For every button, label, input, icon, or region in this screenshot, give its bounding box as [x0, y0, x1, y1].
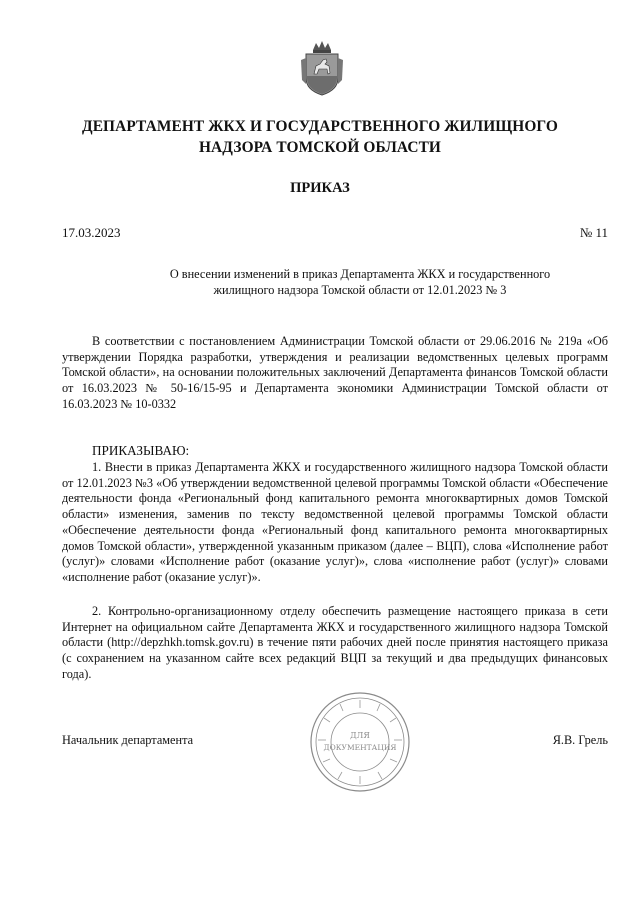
department-name	[40, 116, 600, 158]
document-subject	[110, 266, 610, 298]
subject-line-1: О внесении изменений в приказ Департамента ЖКХ и государственного	[169, 267, 551, 281]
coat-of-arms-icon	[299, 40, 345, 96]
signatory-name: Я.В. Грель	[552, 733, 608, 747]
order-item-2: 2. Контрольно-организационному отделу обеспечить размещение настоящего приказа в сети Интернет на официальном сайте Департамента ЖКХ и государственного жилищного надзора Томской области (http://depzhkh.tomsk.gov.ru) в течение пяти рабочих дней после принятия настоящего приказа (с сохранением на указанном сайте всех редакций ВЦП за текущий и два предыдущих финансовых года).	[62, 604, 608, 681]
department-line-1: ДЕПАРТАМЕНТ ЖКХ И ГОСУДАРСТВЕННОГО ЖИЛИЩНОГО	[82, 118, 558, 135]
subject-line-2: жилищного надзора Томской области от 12.01.2023 № 3	[213, 283, 507, 297]
document-date: 17.03.2023	[62, 225, 121, 240]
document-type: ПРИКАЗ	[290, 180, 350, 196]
stamp-center-line-2: ДОКУМЕНТАЦИЯ	[323, 743, 397, 752]
document-number: № 11	[579, 225, 608, 240]
preamble-paragraph: В соответствии с постановлением Администрации Томской области от 29.06.2016 № 219а «Об утверждении Порядка разработки, утверждения и реализации ведомственных целевых программ Томской области», на основании положительных заключений Департамента финансов Томской области от 16.03.2023 № 50-16/15-95 и Департамента экономики Администрации Томской области от 16.03.2023 № 10-0332	[62, 334, 608, 411]
order-item-1: 1. Внести в приказ Департамента ЖКХ и государственного жилищного надзора Томской области от 12.01.2023 №3 «Об утверждении ведомственной целевой программы Томской области «Обеспечение деятельности фонда «Региональный фонд капитального ремонта многоквартирных домов Томской области» изменения, заменив по тексту ведомственной целевой программы Томской области «Обеспечение деятельности фонда «Региональный фонд капитального ремонта многоквартирных домов Томской области», утвержденной указанным приказом (далее – ВЦП), слова «Исполнение работ (услуг)» словами «Исполнение работ (оказание услуг)», слова «исполнение работ (услуг)» словами «исполнение работ (оказание услуг)».	[62, 460, 608, 584]
order-word: ПРИКАЗЫВАЮ:	[92, 443, 190, 458]
stamp-center-line-1: ДЛЯ	[350, 731, 370, 740]
signatory-title: Начальник департамента	[62, 733, 194, 747]
official-stamp	[308, 690, 412, 794]
department-line-2: НАДЗОРА ТОМСКОЙ ОБЛАСТИ	[198, 139, 442, 156]
